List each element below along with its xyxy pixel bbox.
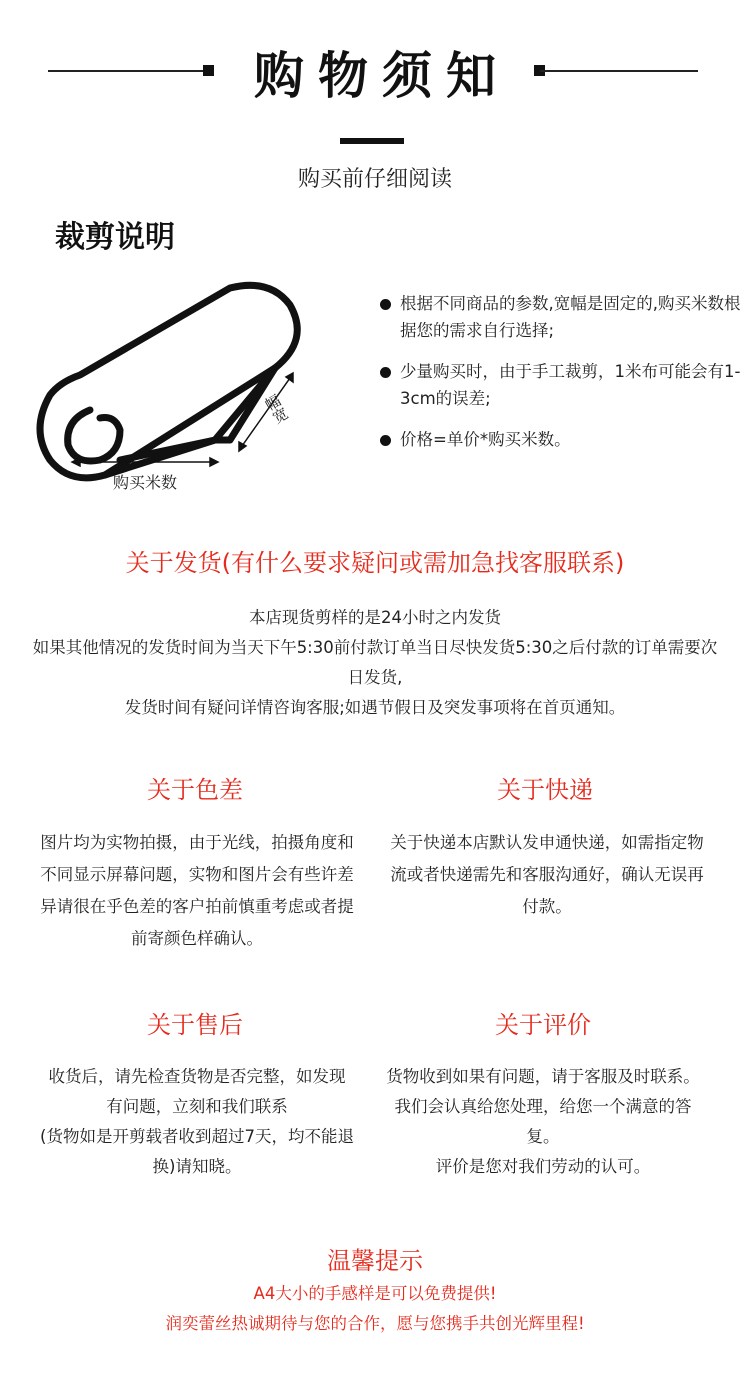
- width-label: 幅宽: [260, 391, 292, 427]
- length-label: 购买米数: [112, 473, 177, 492]
- after-sales-line: (货物如是开剪载者收到超过7天，均不能退换)请知晓。: [40, 1127, 354, 1176]
- bullet-dot-icon: [380, 299, 391, 310]
- cutting-bullet: [380, 426, 745, 453]
- cutting-bullet: [380, 290, 745, 344]
- after-sales-title: 关于售后: [147, 1011, 243, 1039]
- express-text: 关于快递本店默认发申通快递，如需指定物流或者快递需先和客服沟通好，确认无误再付款。: [390, 833, 704, 916]
- shipping-body: [20, 603, 730, 723]
- header-right-rule: [540, 70, 698, 72]
- cutting-bullets: [380, 290, 745, 467]
- page-title: 购物须知: [254, 47, 510, 105]
- shipping-line: 如果其他情况的发货时间为当天下午5:30前付款订单当日尽快发货5:30之后付款的订单需要次日发货,: [32, 638, 718, 687]
- tips-line: A4大小的手感样是可以免费提供!: [253, 1284, 497, 1303]
- bullet-text: 少量购买时，由于手工裁剪，1米布可能会有1-3cm的误差;: [400, 362, 741, 408]
- cutting-title: 裁剪说明: [55, 220, 175, 255]
- review-text: [383, 1062, 703, 1182]
- shipping-line: 本店现货剪样的是24小时之内发货: [249, 608, 501, 627]
- review-title: 关于评价: [495, 1011, 591, 1039]
- review-line: 评价是您对我们劳动的认可。: [435, 1157, 651, 1176]
- bullet-dot-icon: [380, 367, 391, 378]
- tips-title: 温馨提示: [327, 1247, 423, 1275]
- tips-line: 润奕蕾丝热诚期待与您的合作，愿与您携手共创光辉里程!: [165, 1314, 585, 1333]
- express-title: 关于快递: [497, 776, 593, 804]
- review-line: 货物收到如果有问题，请于客服及时联系。我们会认真给您处理，给您一个满意的答复。: [386, 1067, 700, 1146]
- color-diff-title: 关于色差: [147, 776, 243, 804]
- bullet-text: 价格=单价*购买米数。: [400, 430, 571, 449]
- bullet-dot-icon: [380, 435, 391, 446]
- shipping-title: 关于发货(有什么要求疑问或需加急找客服联系): [125, 549, 625, 577]
- shipping-line: 发货时间有疑问详情咨询客服;如遇节假日及突发事项将在首页通知。: [124, 698, 626, 717]
- color-diff-text: 图片均为实物拍摄，由于光线，拍摄角度和不同显示屏幕问题，实物和图片会有些许差异请很在乎色差的客户拍前慎重考虑或者提前寄颜色样确认。: [40, 833, 354, 948]
- after-sales-text: [32, 1062, 362, 1182]
- title-underline: [340, 138, 404, 144]
- bullet-text: 根据不同商品的参数,宽幅是固定的,购买米数根据您的需求自行选择;: [400, 294, 741, 340]
- cutting-bullet: [380, 358, 745, 412]
- fabric-roll-illustration: [20, 270, 350, 500]
- page-subtitle: 购买前仔细阅读: [297, 167, 452, 192]
- after-sales-line: 收货后，请先检查货物是否完整，如发现有问题，立刻和我们联系: [48, 1067, 346, 1116]
